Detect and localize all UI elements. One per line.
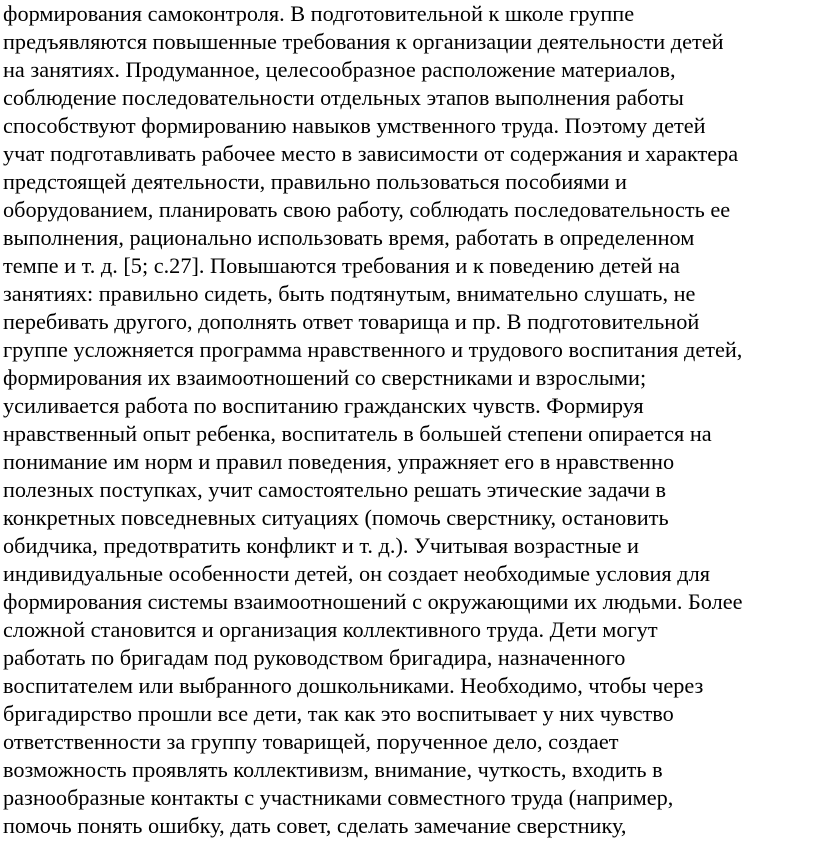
text-line: занятиях: правильно сидеть, быть подтянутым, внимательно слушать, не xyxy=(3,281,696,306)
text-line: формирования самоконтроля. В подготовительной к школе группе xyxy=(3,1,635,26)
text-line: предъявляются повышенные требования к организации деятельности детей xyxy=(3,29,724,54)
text-line: предстоящей деятельности, правильно пользоваться пособиями и xyxy=(3,169,627,194)
text-line: выполнения, рационально использовать время, работать в определенном xyxy=(3,225,695,250)
text-line: группе усложняется программа нравственного и трудового воспитания детей, xyxy=(3,337,743,362)
text-line: нравственный опыт ребенка, воспитатель в большей степени опирается на xyxy=(3,421,712,446)
text-line: способствуют формированию навыков умственного труда. Поэтому детей xyxy=(3,113,706,138)
text-line: соблюдение последовательности отдельных этапов выполнения работы xyxy=(3,85,684,110)
text-line: конкретных повседневных ситуациях (помочь сверстнику, остановить xyxy=(3,505,669,530)
text-line: перебивать другого, дополнять ответ товарища и пр. В подготовительной xyxy=(3,309,700,334)
text-line: ответственности за группу товарищей, порученное дело, создает xyxy=(3,729,619,754)
text-line: полезных поступках, учит самостоятельно решать этические задачи в xyxy=(3,477,667,502)
text-line: разнообразные контакты с участниками совместного труда (например, xyxy=(3,785,674,810)
text-line: бригадирство прошли все дети, так как это воспитывает у них чувство xyxy=(3,701,674,726)
text-line: формирования системы взаимоотношений с окружающими их людьми. Более xyxy=(3,589,743,614)
text-line: работать по бригадам под руководством бригадира, назначенного xyxy=(3,645,626,670)
text-line: учат подготавливать рабочее место в зависимости от содержания и характера xyxy=(3,141,739,166)
text-line: на занятиях. Продуманное, целесообразное расположение материалов, xyxy=(3,57,676,82)
text-line: сложной становится и организация коллективного труда. Дети могут xyxy=(3,617,658,642)
text-line: понимание им норм и правил поведения, упражняет его в нравственно xyxy=(3,449,675,474)
text-line: помочь понять ошибку, дать совет, сделать замечание сверстнику, xyxy=(3,813,627,838)
text-line: оборудованием, планировать свою работу, соблюдать последовательность ее xyxy=(3,197,731,222)
text-line: формирования их взаимоотношений со сверстниками и взрослыми; xyxy=(3,365,647,390)
text-line: обидчика, предотвратить конфликт и т. д.). Учитывая возрастные и xyxy=(3,533,639,558)
text-line: возможность проявлять коллективизм, внимание, чуткость, входить в xyxy=(3,757,663,782)
text-line: темпе и т. д. [5; с.27]. Повышаются требования и к поведению детей на xyxy=(3,253,680,278)
text-line: индивидуальные особенности детей, он создает необходимые условия для xyxy=(3,561,710,586)
text-line: воспитателем или выбранного дошкольниками. Необходимо, чтобы через xyxy=(3,673,704,698)
text-line: усиливается работа по воспитанию гражданских чувств. Формируя xyxy=(3,393,644,418)
